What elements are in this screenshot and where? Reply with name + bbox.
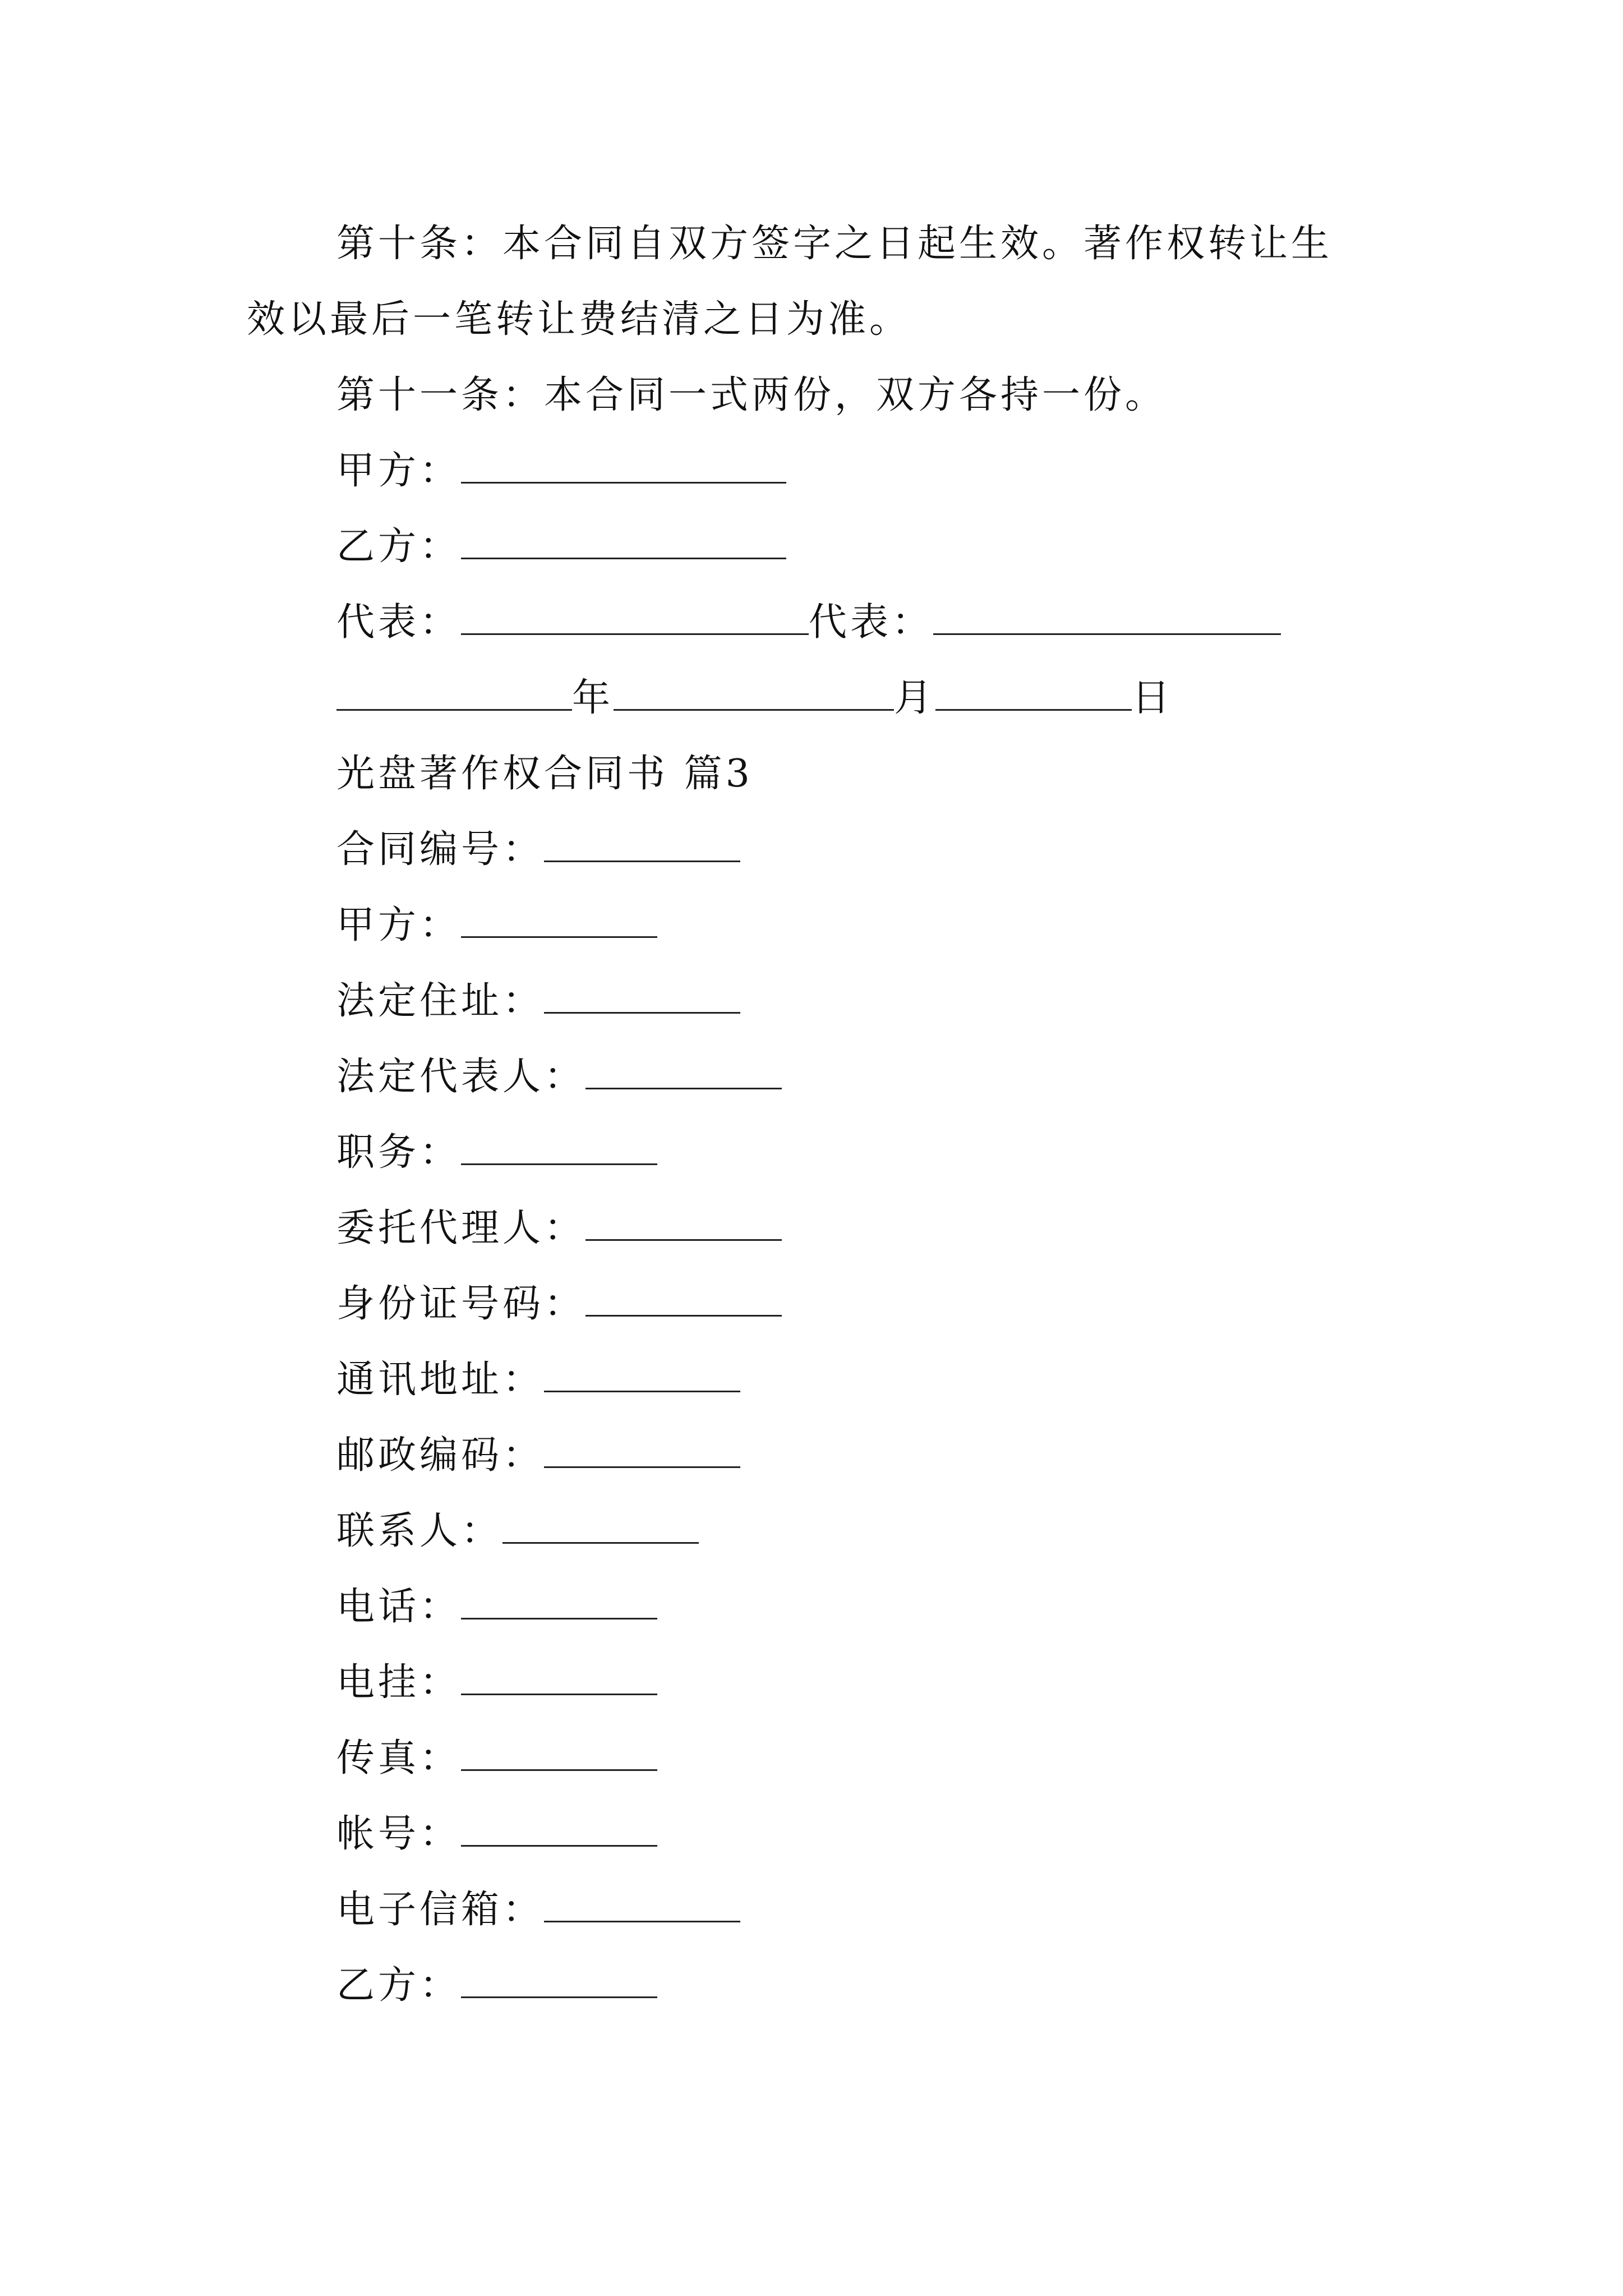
date-year-blank[interactable] [336, 678, 572, 711]
field-contact-blank[interactable] [502, 1511, 699, 1544]
field-telegraph-blank[interactable] [461, 1662, 657, 1695]
sign-rep-b-label: 代表： [809, 600, 934, 645]
field-position-label: 职务： [336, 1130, 462, 1175]
field-contact [336, 1509, 699, 1554]
field-id-number-blank[interactable] [585, 1283, 782, 1317]
sign-rep-row [336, 600, 1281, 645]
field-party-b-blank[interactable] [461, 1965, 657, 1998]
field-position-blank[interactable] [461, 1132, 657, 1165]
article11: 第十一条：本合同一式两份，双方各持一份。 [336, 373, 1167, 417]
field-legal-address-blank[interactable] [544, 981, 740, 1014]
field-phone [336, 1585, 657, 1630]
field-fax [336, 1736, 657, 1781]
field-email [336, 1888, 740, 1932]
sign-rep-b-blank[interactable] [933, 602, 1281, 635]
article10-line2: 效以最后一笔转让费结清之日为准。 [247, 297, 911, 342]
sign-rep-a-blank[interactable] [461, 602, 809, 635]
sign-date-row [336, 676, 1173, 721]
field-agent-blank[interactable] [585, 1208, 782, 1241]
field-contract-no-label: 合同编号： [336, 827, 545, 872]
field-party-a-blank[interactable] [461, 905, 657, 938]
field-legal-rep [336, 1055, 782, 1099]
field-email-label: 电子信箱： [336, 1888, 545, 1932]
field-fax-label: 传真： [336, 1736, 462, 1780]
field-phone-label: 电话： [336, 1585, 462, 1629]
field-mail-address-blank[interactable] [544, 1359, 740, 1392]
field-agent [336, 1206, 782, 1251]
field-party-a [336, 903, 657, 948]
field-contract-no-blank[interactable] [544, 829, 740, 862]
field-id-number [336, 1282, 782, 1327]
field-party-b-label: 乙方： [336, 1963, 462, 2008]
field-party-b [336, 1963, 657, 2008]
field-account [336, 1812, 657, 1857]
field-account-label: 帐号： [336, 1812, 462, 1856]
field-legal-address-label: 法定住址： [336, 979, 545, 1023]
field-postcode [336, 1433, 740, 1478]
field-position [336, 1130, 657, 1175]
date-day-blank[interactable] [935, 678, 1132, 711]
sign-party-b-label: 乙方： [336, 524, 462, 569]
field-party-a-label: 甲方： [336, 903, 462, 947]
field-phone-blank[interactable] [461, 1586, 657, 1619]
sign-party-a-row [336, 449, 786, 494]
field-agent-label: 委托代理人： [336, 1206, 586, 1250]
field-contract-no [336, 827, 740, 872]
field-telegraph [336, 1660, 657, 1705]
field-postcode-label: 邮政编码： [336, 1433, 545, 1478]
field-legal-rep-label: 法定代表人： [336, 1055, 586, 1099]
date-month-blank[interactable] [614, 678, 894, 711]
field-legal-address [336, 979, 740, 1024]
date-month-label: 月 [894, 676, 936, 720]
date-year-label: 年 [572, 676, 614, 720]
field-fax-blank[interactable] [461, 1738, 657, 1771]
field-id-number-label: 身份证号码： [336, 1282, 586, 1326]
section-title: 光盘著作权合同书 篇3 [336, 752, 753, 796]
field-contact-label: 联系人： [336, 1509, 503, 1553]
field-legal-rep-blank[interactable] [585, 1056, 782, 1089]
sign-party-a-blank[interactable] [461, 450, 786, 484]
date-day-label: 日 [1132, 676, 1174, 720]
article10-line1: 第十条：本合同自双方签字之日起生效。著作权转让生 [336, 222, 1333, 266]
sign-party-b-blank[interactable] [461, 526, 786, 559]
field-postcode-blank[interactable] [544, 1435, 740, 1468]
field-mail-address [336, 1358, 740, 1402]
field-account-blank[interactable] [461, 1814, 657, 1847]
field-mail-address-label: 通讯地址： [336, 1358, 545, 1402]
field-telegraph-label: 电挂： [336, 1660, 462, 1705]
field-email-blank[interactable] [544, 1889, 740, 1922]
sign-rep-a-label: 代表： [336, 600, 462, 645]
sign-party-a-label: 甲方： [336, 449, 462, 493]
sign-party-b-row [336, 524, 786, 569]
